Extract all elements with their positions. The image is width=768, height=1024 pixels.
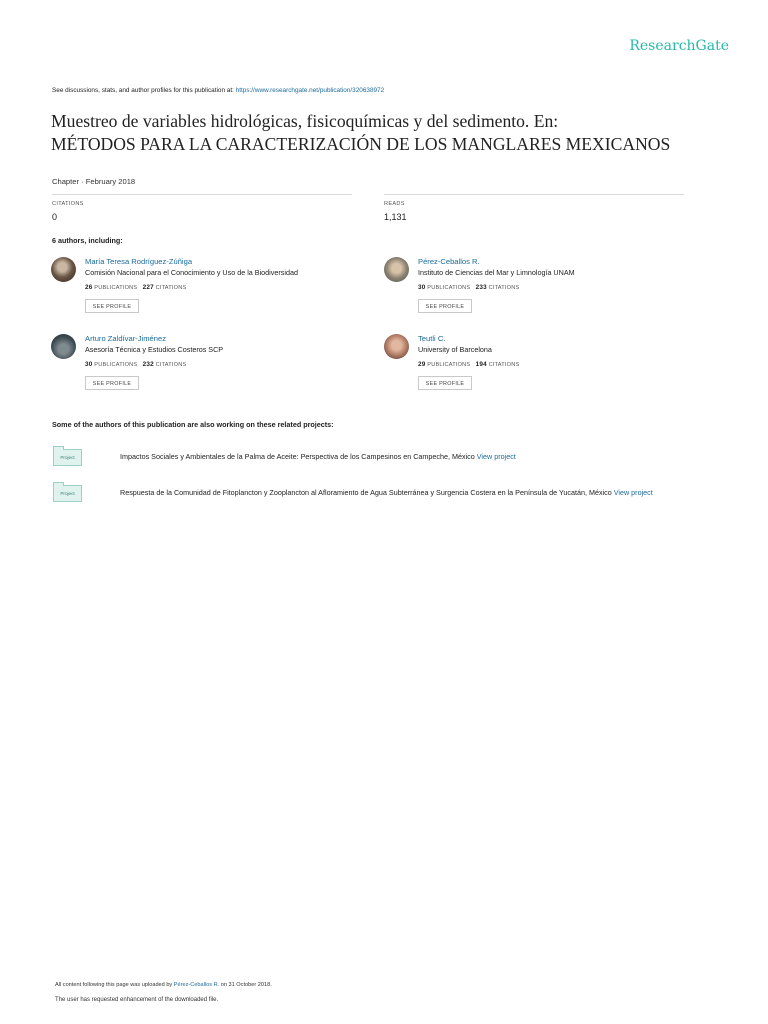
author-avatar[interactable] xyxy=(51,257,76,282)
project-row xyxy=(52,482,752,504)
author-card xyxy=(384,257,704,323)
citations-value: 0 xyxy=(52,212,58,222)
publications-count: 29 xyxy=(418,361,426,368)
citations-label: CITATIONS xyxy=(52,201,84,207)
upload-suffix: on 31 October 2018. xyxy=(219,982,272,988)
publication-title xyxy=(51,110,741,156)
citations-count: 232 xyxy=(142,361,154,368)
author-avatar[interactable] xyxy=(51,334,76,359)
publications-count: 30 xyxy=(85,361,93,368)
see-profile-button[interactable]: SEE PROFILE xyxy=(85,299,139,313)
author-avatar[interactable] xyxy=(384,257,409,282)
author-card xyxy=(384,334,704,400)
author-stats xyxy=(418,361,519,368)
reads-label: READS xyxy=(384,201,405,207)
author-name[interactable]: Teutli C. xyxy=(418,334,446,343)
author-institution: Asesoría Técnica y Estudios Costeros SCP xyxy=(85,345,224,354)
author-avatar[interactable] xyxy=(384,334,409,359)
view-project-link[interactable]: View project xyxy=(476,452,516,461)
publications-count: 26 xyxy=(85,284,93,291)
publications-label: PUBLICATIONS xyxy=(94,285,138,291)
project-description xyxy=(120,452,516,461)
discussion-line xyxy=(52,87,384,94)
publication-meta: Chapter · February 2018 xyxy=(52,177,136,186)
project-folder-icon[interactable]: Project xyxy=(53,449,82,466)
project-title: Impactos Sociales y Ambientales de la Palma de Aceite: Perspectiva de los Campesinos en Campeche, México xyxy=(120,452,477,461)
author-stats xyxy=(85,361,186,368)
enhancement-notice: The user has requested enhancement of the downloaded file. xyxy=(55,997,219,1003)
publications-label: PUBLICATIONS xyxy=(94,362,138,368)
citations-count: 233 xyxy=(475,284,487,291)
project-title: Respuesta de la Comunidad de Fitoplancton y Zooplancton al Afloramiento de Agua Subterránea y Surgencia Costera en la Península de Yucatán, México xyxy=(120,488,614,497)
author-institution: Comisión Nacional para el Conocimiento y Uso de la Biodiversidad xyxy=(85,268,298,277)
project-description xyxy=(120,488,653,497)
see-profile-button[interactable]: SEE PROFILE xyxy=(418,376,472,390)
author-name[interactable]: Pérez-Ceballos R. xyxy=(418,257,480,266)
author-card xyxy=(51,334,371,400)
citations-count: 194 xyxy=(475,361,487,368)
related-projects-heading: Some of the authors of this publication are also working on these related projects: xyxy=(52,420,334,429)
author-name[interactable]: Arturo Zaldívar-Jiménez xyxy=(85,334,167,343)
authors-heading: 6 authors, including: xyxy=(52,236,123,245)
divider-right xyxy=(384,194,684,195)
author-stats xyxy=(85,284,186,291)
see-profile-button[interactable]: SEE PROFILE xyxy=(85,376,139,390)
title-line-1: Muestreo de variables hidrológicas, fisicoquímicas y del sedimento. En: xyxy=(51,111,559,131)
upload-notice xyxy=(55,982,272,988)
author-card xyxy=(51,257,371,323)
divider-left xyxy=(52,194,352,195)
citations-label: CITATIONS xyxy=(488,362,520,368)
view-project-link[interactable]: View project xyxy=(613,488,653,497)
citations-label: CITATIONS xyxy=(488,285,520,291)
citations-label: CITATIONS xyxy=(155,362,187,368)
author-institution: Instituto de Ciencias del Mar y Limnología UNAM xyxy=(418,268,575,277)
publications-label: PUBLICATIONS xyxy=(427,285,471,291)
project-folder-icon[interactable]: Project xyxy=(53,485,82,502)
researchgate-logo[interactable]: ResearchGate xyxy=(629,38,729,54)
discussion-text: See discussions, stats, and author profiles for this publication at: xyxy=(52,87,236,94)
uploader-link[interactable]: Pérez-Ceballos R. xyxy=(173,982,220,988)
upload-prefix: All content following this page was uploaded by xyxy=(55,982,174,988)
title-line-2: MÉTODOS PARA LA CARACTERIZACIÓN DE LOS MANGLARES MEXICANOS xyxy=(51,134,671,154)
project-row xyxy=(52,446,752,468)
citations-label: CITATIONS xyxy=(155,285,187,291)
author-institution: University of Barcelona xyxy=(418,345,492,354)
see-profile-button[interactable]: SEE PROFILE xyxy=(418,299,472,313)
publication-link[interactable]: https://www.researchgate.net/publication/320638972 xyxy=(235,87,385,94)
author-name[interactable]: María Teresa Rodríguez-Zúñiga xyxy=(85,257,193,266)
citations-count: 227 xyxy=(142,284,154,291)
author-stats xyxy=(418,284,519,291)
publications-count: 30 xyxy=(418,284,426,291)
reads-value: 1,131 xyxy=(384,212,407,222)
publications-label: PUBLICATIONS xyxy=(427,362,471,368)
